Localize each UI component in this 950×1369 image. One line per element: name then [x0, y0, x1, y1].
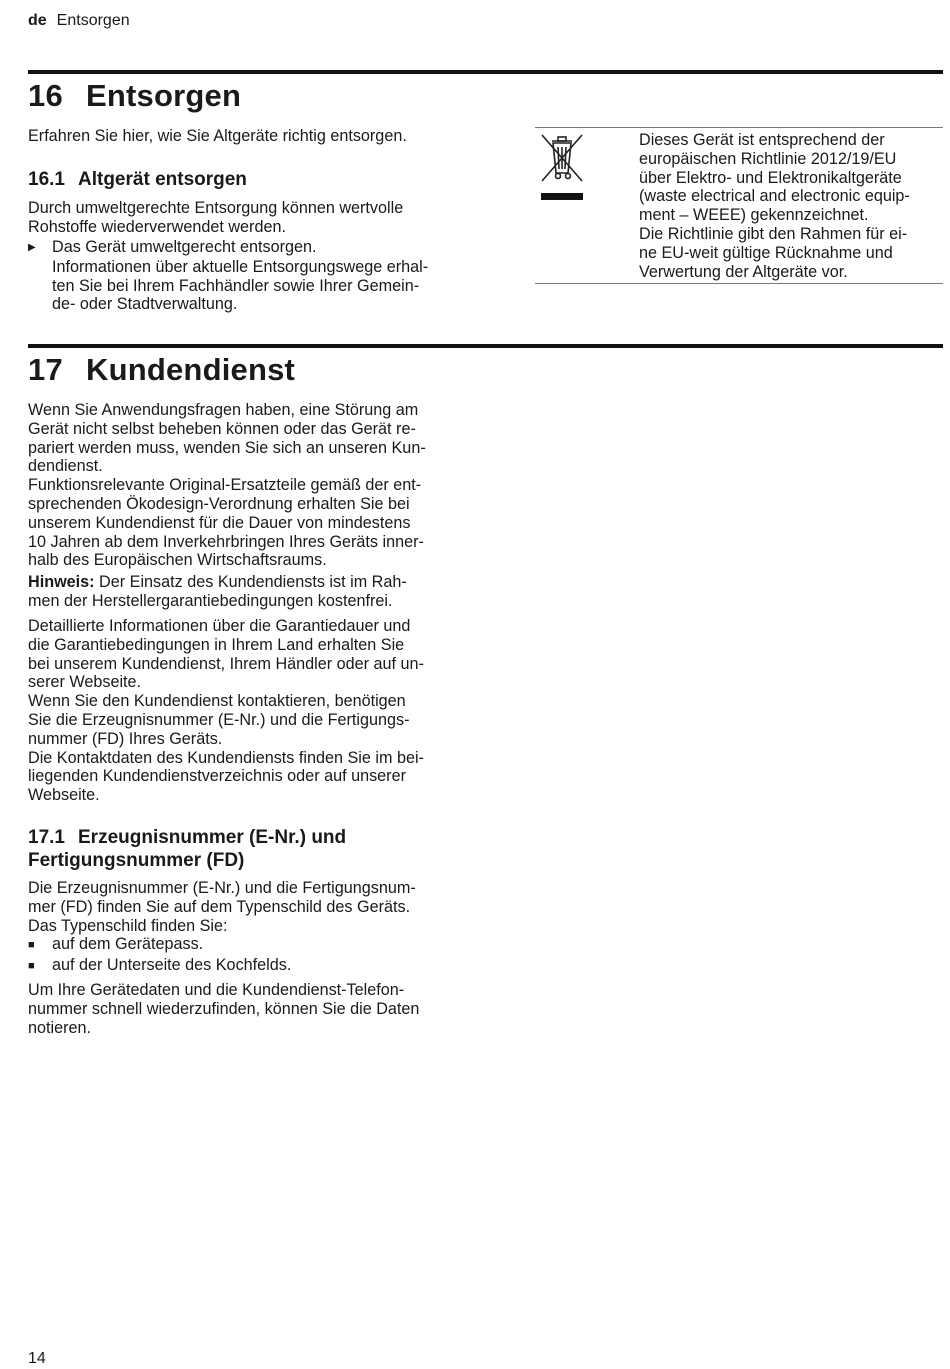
hint-text: men der Herstellergarantiebedingungen kostenfrei. — [28, 591, 393, 610]
text-line: nummer (FD) Ihres Geräts. — [28, 729, 223, 748]
text-line: Durch umweltgerechte Entsorgung können wertvolle — [28, 199, 404, 217]
step-arrow-icon: ▶ — [28, 242, 36, 253]
bullet-square-icon: ■ — [28, 959, 35, 972]
nameplate-paragraph — [28, 879, 468, 935]
text-line: nummer schnell wiederzufinden, können Sie die Daten — [28, 999, 420, 1018]
section-16-intro — [28, 127, 468, 146]
section-16-rule — [28, 70, 943, 74]
text-line: Das Typenschild finden Sie: — [28, 916, 228, 935]
customer-service-paragraph — [28, 401, 468, 570]
section-16-number: 16 — [28, 78, 63, 113]
text-line: Um Ihre Gerätedaten und die Kundendienst-Telefon- — [28, 981, 405, 999]
text-line: sprechenden Ökodesign-Verordnung erhalten Sie bei — [28, 494, 410, 513]
weee-note-text — [639, 131, 910, 281]
nameplate-location-list — [28, 935, 291, 976]
section-16-heading — [28, 78, 241, 114]
text-line: liegenden Kundendienstverzeichnis oder auf unserer — [28, 767, 406, 786]
text-line: dendienst. — [28, 457, 103, 476]
note-line: Dieses Gerät ist entsprechend der — [639, 131, 885, 149]
note-line: über Elektro- und Elektronikaltgeräte — [639, 168, 902, 187]
text-line: Wenn Sie den Kundendienst kontaktieren, benötigen — [28, 692, 406, 711]
subsection-17-1-title-line-1: Erzeugnisnummer (E-Nr.) und — [78, 827, 347, 848]
list-item-text: auf dem Gerätepass. — [52, 935, 204, 953]
note-down-paragraph — [28, 981, 468, 1037]
note-line: (waste electrical and electronic equip- — [639, 187, 910, 206]
section-17-number: 17 — [28, 352, 63, 387]
subsection-16-1-title: Altgerät entsorgen — [78, 169, 247, 190]
disposal-instruction — [28, 238, 428, 314]
hint-text: Der Einsatz des Kundendiensts ist im Rah- — [94, 573, 407, 591]
text-line: pariert werden muss, wenden Sie sich an unseren Kun- — [28, 438, 426, 457]
section-17-heading — [28, 352, 295, 388]
text-line: Die Erzeugnisnummer (E-Nr.) und die Fertigungsnum- — [28, 879, 416, 897]
text-line: unserem Kundendienst für die Dauer von mindestens — [28, 513, 411, 532]
text-line: Funktionsrelevante Original-Ersatzteile gemäß der ent- — [28, 476, 422, 495]
subsection-16-1-heading — [28, 168, 468, 191]
note-line: ment – WEEE) gekennzeichnet. — [639, 206, 869, 225]
text-line: Sie die Erzeugnisnummer (E-Nr.) und die Fertigungs- — [28, 710, 410, 729]
list-item-text: auf der Unterseite des Kochfelds. — [52, 955, 292, 974]
note-line: Die Richtlinie gibt den Rahmen für ei- — [639, 224, 908, 243]
hint-label: Hinweis: — [28, 573, 95, 591]
text-line: mer (FD) finden Sie auf dem Typenschild des Geräts. — [28, 897, 411, 916]
weee-crossed-bin-icon — [538, 131, 586, 203]
text-line: halb des Europäischen Wirtschaftsraums. — [28, 551, 327, 570]
text-line: Rohstoffe wiederverwendet werden. — [28, 217, 286, 236]
warranty-paragraph — [28, 617, 468, 805]
text-line: bei unserem Kundendienst, Ihrem Händler oder auf un- — [28, 654, 424, 673]
header-section-name: Entsorgen — [56, 12, 130, 29]
text-line: notieren. — [28, 1018, 91, 1037]
text-line: Die Kontaktdaten des Kundendiensts finden Sie im bei- — [28, 748, 424, 767]
text-line: Wenn Sie Anwendungsfragen haben, eine Störung am — [28, 401, 419, 419]
section-17-rule — [28, 344, 943, 348]
subsection-17-1-number: 17.1 — [28, 827, 65, 848]
running-header — [28, 12, 130, 30]
text-line: Gerät nicht selbst beheben können oder das Gerät re- — [28, 419, 416, 438]
note-line: ne EU-weit gültige Rücknahme und — [639, 243, 893, 262]
bullet-square-icon: ■ — [28, 939, 35, 951]
section-16-title: Entsorgen — [86, 78, 242, 113]
subsection-16-1-number: 16.1 — [28, 169, 65, 190]
subsection-17-1-heading — [28, 826, 468, 872]
page-number: 14 — [28, 1350, 46, 1367]
step-info-line: Informationen über aktuelle Entsorgungswege erhal- — [52, 257, 429, 276]
note-line: europäischen Richtlinie 2012/19/EU — [639, 149, 897, 168]
language-code: de — [28, 12, 47, 29]
note-line: Verwertung der Altgeräte vor. — [639, 262, 848, 281]
step-text: Das Gerät umweltgerecht entsorgen. — [52, 238, 317, 256]
disposal-paragraph — [28, 199, 468, 237]
text-line: die Garantiebedingungen in Ihrem Land erhalten Sie — [28, 635, 405, 654]
text-line: 10 Jahren ab dem Inverkehrbringen Ihres Geräts inner- — [28, 532, 424, 551]
hint-paragraph — [28, 573, 468, 611]
weee-info-box — [535, 127, 943, 284]
step-info-line: ten Sie bei Ihrem Fachhändler sowie Ihrer Gemein- — [52, 276, 420, 295]
subsection-17-1-title-line-2: Fertigungsnummer (FD) — [28, 850, 245, 871]
text-line: serer Webseite. — [28, 673, 142, 692]
section-17-title: Kundendienst — [86, 352, 296, 387]
text-line: Webseite. — [28, 786, 100, 805]
step-info-line: de- oder Stadtverwaltung. — [52, 295, 238, 314]
list-item — [28, 956, 291, 977]
text-line: Detaillierte Informationen über die Garantiedauer und — [28, 617, 411, 635]
list-item — [28, 935, 291, 956]
intro-line: Erfahren Sie hier, wie Sie Altgeräte richtig entsorgen. — [28, 127, 407, 145]
